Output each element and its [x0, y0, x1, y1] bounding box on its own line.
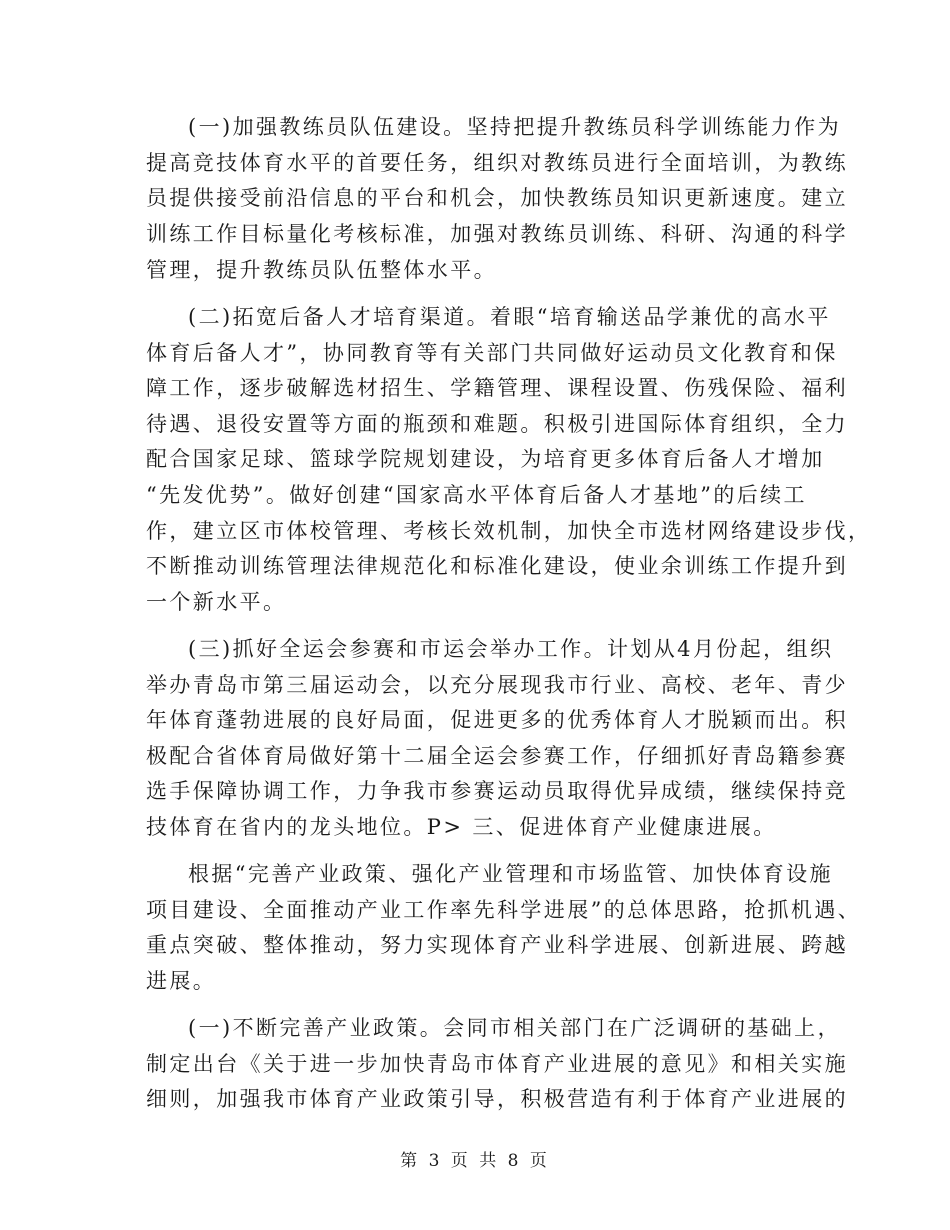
paragraph-line: 极配合省体育局做好第十二届全运会参赛工作，仔细抓好青岛籍参赛: [146, 744, 848, 768]
paragraph-line: 作，建立区市体校管理、考核长效机制，加快全市选材网络建设步伐，: [146, 519, 872, 543]
paragraph-line: 重点突破、整体推动，努力实现体育产业科学进展、创新进展、跨越: [146, 933, 848, 957]
paragraph-line: 管理，提升教练员队伍整体水平。: [146, 258, 497, 282]
paragraph-line: 举办青岛市第三届运动会，以充分展现我市行业、高校、老年、青少: [146, 673, 848, 697]
paragraph-line: (二)拓宽后备人才培育渠道。着眼“培育输送品学兼优的高水平: [188, 305, 831, 329]
paragraph-line: 一个新水平。: [146, 590, 287, 614]
paragraph-line: 项目建设、全面推动产业工作率先科学进展”的总体思路，抢抓机遇、: [146, 898, 862, 922]
paragraph-line: 年体育蓬勃进展的良好局面，促进更多的优秀体育人才脱颖而出。积: [146, 708, 848, 732]
paragraph-line: 不断推动训练管理法律规范化和标准化建设，使业余训练工作提升到: [146, 554, 848, 578]
paragraph-line: 提高竞技体育水平的首要任务，组织对教练员进行全面培训，为教练: [146, 151, 848, 175]
paragraph-line: 障工作，逐步破解选材招生、学籍管理、课程设置、伤残保险、福利: [146, 376, 848, 400]
paragraph-line: 待遇、退役安置等方面的瓶颈和难题。积极引进国际体育组织，全力: [146, 412, 848, 436]
paragraph-line: 训练工作目标量化考核标准，加强对教练员训练、科研、沟通的科学: [146, 222, 848, 246]
paragraph-line: (一)不断完善产业政策。会同市相关部门在广泛调研的基础上，: [188, 1016, 841, 1040]
paragraph-line: 员提供接受前沿信息的平台和机会，加快教练员知识更新速度。建立: [146, 186, 848, 210]
paragraph-line: (三)抓好全运会参赛和市运会举办工作。计划从4月份起，组织: [188, 637, 834, 661]
paragraph-line: 细则，加强我市体育产业政策引导，积极营造有利于体育产业进展的: [146, 1087, 848, 1111]
paragraph-line: 进展。: [146, 969, 217, 993]
paragraph-line: 选手保障协调工作，力争我市参赛运动员取得优异成绩，继续保持竞: [146, 779, 848, 803]
paragraph-line: 制定出台《关于进一步加快青岛市体育产业进展的意见》和相关实施: [146, 1052, 848, 1076]
paragraph-line: 技体育在省内的龙头地位。P> 三、促进体育产业健康进展。: [146, 815, 777, 839]
paragraph-line: 根据“完善产业政策、强化产业管理和市场监管、加快体育设施: [188, 862, 833, 886]
paragraph-line: 配合国家足球、篮球学院规划建设，为培育更多体育后备人才增加: [146, 447, 825, 471]
paragraph-line: (一)加强教练员队伍建设。坚持把提升教练员科学训练能力作为: [188, 115, 841, 139]
paragraph-line: “先发优势”。做好创建“国家高水平体育后备人才基地”的后续工: [146, 483, 807, 507]
page-footer: 第 3 页 共 8 页: [400, 1151, 550, 1171]
paragraph-line: 体育后备人才”，协同教育等有关部门共同做好运动员文化教育和保: [146, 341, 838, 365]
